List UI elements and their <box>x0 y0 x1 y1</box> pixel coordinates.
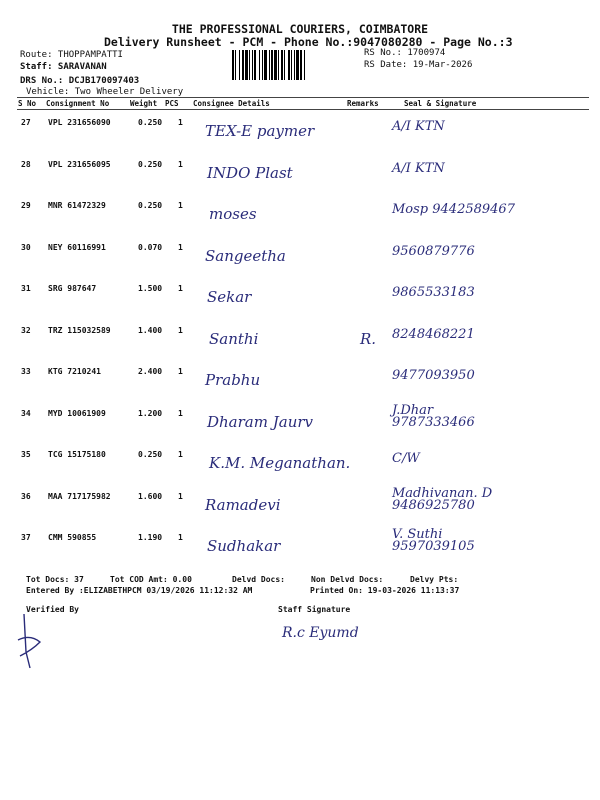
row-consignment: MYD 10061909 <box>48 408 106 418</box>
seal-line: 9477093950 <box>392 368 475 383</box>
row-consignee-handwriting: Santhi <box>209 329 259 348</box>
col-pcs: PCS <box>165 99 179 108</box>
seal-line: A/I KTN <box>392 119 445 134</box>
total-docs: Tot Docs: 37 <box>26 575 84 584</box>
non-delivered-docs: Non Delvd Docs: <box>311 575 384 584</box>
row-consignment: TRZ 115032589 <box>48 325 111 335</box>
row-sno: 29 <box>21 201 31 210</box>
table-top-rule <box>17 97 589 98</box>
row-consignment: NEY 60116991 <box>48 242 106 252</box>
row-sno: 35 <box>21 450 31 459</box>
row-weight: 0.250 <box>138 201 163 210</box>
row-consignee-handwriting: moses <box>209 205 257 223</box>
row-pcs: 1 <box>178 159 183 169</box>
row-weight: 0.250 <box>138 159 163 169</box>
row-weight: 1.190 <box>138 533 163 542</box>
row-pcs: 1 <box>178 533 183 542</box>
row-seal-signature <box>392 485 493 513</box>
row-seal-signature <box>392 121 445 133</box>
row-weight: 0.250 <box>138 450 163 459</box>
row-consignment: MAA 717175982 <box>48 491 111 501</box>
row-seal-signature <box>392 326 475 342</box>
seal-line: 8248468221 <box>392 326 475 342</box>
row-weight: 0.070 <box>138 242 163 252</box>
row-consignment: KTG 7210241 <box>48 367 101 376</box>
row-seal-signature <box>392 529 475 553</box>
total-cod: Tot COD Amt: 0.00 <box>110 575 192 584</box>
row-seal-signature <box>392 370 475 382</box>
verifier-signature <box>10 612 50 672</box>
row-consignment: TCG 15175180 <box>48 450 106 459</box>
seal-line: Mosp 9442589467 <box>392 202 515 217</box>
row-consignment: VPL 231656095 <box>48 159 111 169</box>
row-weight: 1.600 <box>138 491 163 501</box>
seal-line: V. Suthi <box>392 527 443 542</box>
row-consignment: CMM 590855 <box>48 533 97 542</box>
delivery-points: Delvy Pts: <box>410 575 459 584</box>
seal-line: 9597039105 <box>392 539 475 554</box>
route-label: Route: THOPPAMPATTI <box>20 50 123 60</box>
col-remarks: Remarks <box>347 99 379 108</box>
col-consignee: Consignee Details <box>193 99 270 108</box>
row-weight: 1.200 <box>138 408 163 418</box>
row-seal-signature <box>392 243 475 259</box>
row-sno: 28 <box>21 159 31 169</box>
row-weight: 1.400 <box>138 325 163 335</box>
row-remark-handwriting: R. <box>360 329 377 348</box>
row-consignee-handwriting: K.M. Meganathan. <box>209 454 351 472</box>
runsheet-subtitle: Delivery Runsheet - PCM - Phone No.:9047080280 - Page No.:3 <box>104 35 513 49</box>
row-seal-signature <box>392 204 515 216</box>
row-consignee-handwriting: Prabhu <box>205 371 261 389</box>
seal-line: 9560879776 <box>392 243 475 259</box>
row-seal-signature <box>392 402 475 430</box>
delivered-docs: Delvd Docs: <box>232 575 285 584</box>
table-header-rule <box>17 109 589 110</box>
row-consignee-handwriting: INDO Plast <box>207 163 293 182</box>
row-sno: 30 <box>21 242 31 252</box>
col-sno: S No <box>18 99 37 108</box>
row-pcs: 1 <box>178 284 183 293</box>
seal-line: 9787333466 <box>392 414 475 430</box>
entered-by: Entered By :ELIZABETHPCM 03/19/2026 11:12:32 AM <box>26 586 253 595</box>
row-consignment: VPL 231656090 <box>48 118 111 127</box>
row-consignee-handwriting: Ramadevi <box>205 495 281 514</box>
row-pcs: 1 <box>178 325 183 335</box>
row-sno: 32 <box>21 325 31 335</box>
rs-number: RS No.: 1700974 <box>364 48 446 58</box>
row-sno: 31 <box>21 284 31 293</box>
row-sno: 34 <box>21 408 31 418</box>
row-seal-signature <box>392 160 445 176</box>
runsheet-title: THE PROFESSIONAL COURIERS, COIMBATORE <box>171 22 429 36</box>
row-consignee-handwriting: Sudhakar <box>207 537 281 555</box>
printed-on: Printed On: 19-03-2026 11:13:37 <box>310 586 460 595</box>
row-pcs: 1 <box>178 367 183 376</box>
row-pcs: 1 <box>178 491 183 501</box>
row-consignee-handwriting: Sekar <box>207 288 252 306</box>
seal-line: 9865533183 <box>392 285 475 300</box>
verified-by-label: Verified By <box>26 605 79 614</box>
staff-label: Staff: SARAVANAN <box>20 62 107 72</box>
seal-line: A/I KTN <box>392 160 445 176</box>
staff-signature: R.c Eyumd <box>282 625 359 641</box>
row-sno: 27 <box>21 118 31 127</box>
row-pcs: 1 <box>178 408 183 418</box>
row-consignment: MNR 61472329 <box>48 201 106 210</box>
seal-line: 9486925780 <box>392 497 475 513</box>
row-sno: 37 <box>21 533 31 542</box>
row-sno: 36 <box>21 491 31 501</box>
seal-line: Madhivanan. D <box>392 485 493 501</box>
row-consignee-handwriting: Dharam Jaurv <box>207 412 313 431</box>
row-pcs: 1 <box>178 118 183 127</box>
staff-signature-label: Staff Signature <box>278 605 351 614</box>
col-consignment: Consignment No <box>46 99 110 108</box>
row-weight: 1.500 <box>138 284 163 293</box>
col-weight: Weight <box>130 99 158 108</box>
drs-number: DRS No.: DCJB170097403 <box>20 76 140 86</box>
row-consignment: SRG 987647 <box>48 284 97 293</box>
barcode <box>232 50 360 80</box>
row-pcs: 1 <box>178 450 183 459</box>
row-seal-signature <box>392 287 475 299</box>
row-pcs: 1 <box>178 201 183 210</box>
row-pcs: 1 <box>178 242 183 252</box>
row-consignee-handwriting: Sangeetha <box>205 246 286 265</box>
row-seal-signature <box>392 453 420 465</box>
row-sno: 33 <box>21 367 31 376</box>
vehicle-label: Vehicle: Two Wheeler Delivery <box>26 87 184 97</box>
seal-line: J.Dhar <box>392 402 434 418</box>
seal-line: C/W <box>392 451 420 466</box>
row-weight: 0.250 <box>138 118 163 127</box>
col-seal: Seal & Signature <box>404 99 477 108</box>
row-weight: 2.400 <box>138 367 163 376</box>
rs-date: RS Date: 19-Mar-2026 <box>364 60 473 70</box>
row-consignee-handwriting: TEX-E paymer <box>205 122 315 140</box>
